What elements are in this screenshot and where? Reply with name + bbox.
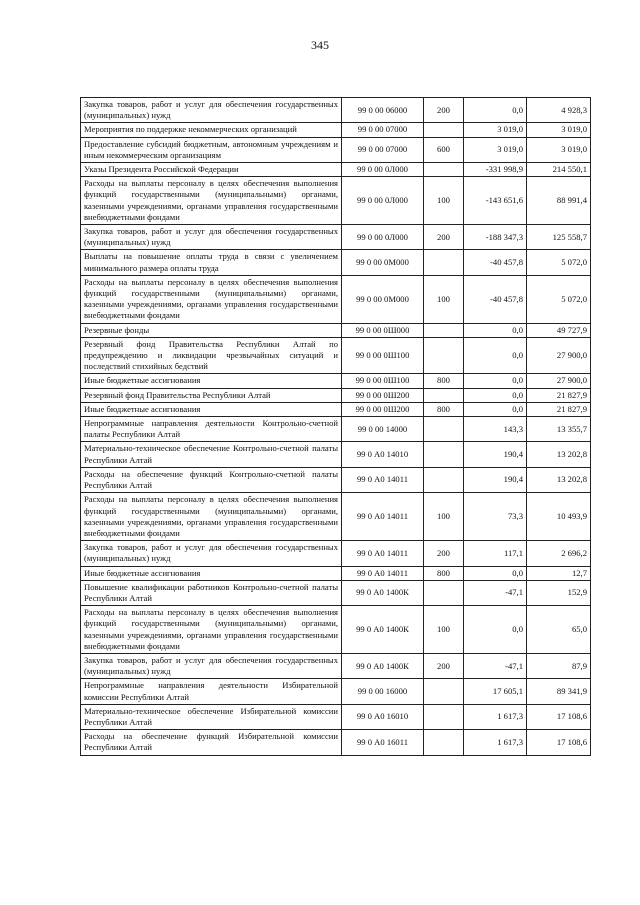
row-name-cell: Резервные фонды [81, 323, 342, 337]
row-name-cell: Резервный фонд Правительства Республики Алтай [81, 388, 342, 402]
row-total-amount-cell: 10 493,9 [527, 493, 591, 541]
table-row [81, 402, 591, 416]
row-name-cell: Расходы на выплаты персоналу в целях обеспечения выполнения функций государственными (муниципальными) органами, казенными учреждениями, органами управления государственными внебюджетными фондами [81, 275, 342, 323]
row-change-amount-cell: 0,0 [464, 98, 527, 123]
row-expense-type-cell: 100 [424, 493, 464, 541]
table-row [81, 225, 591, 250]
row-name-cell: Выплаты на повышение оплаты труда в связи с увеличением минимального размера оплаты труда [81, 250, 342, 275]
row-total-amount-cell: 13 355,7 [527, 417, 591, 442]
row-code-cell: 99 0 А0 14011 [342, 493, 424, 541]
row-name-cell: Иные бюджетные ассигнования [81, 374, 342, 388]
row-change-amount-cell: 0,0 [464, 323, 527, 337]
row-expense-type-cell [424, 730, 464, 755]
row-code-cell: 99 0 00 16000 [342, 679, 424, 704]
row-total-amount-cell: 17 108,6 [527, 730, 591, 755]
row-total-amount-cell: 88 991,4 [527, 177, 591, 225]
row-name-cell: Материально-техническое обеспечение Избирательной комиссии Республики Алтай [81, 704, 342, 729]
row-code-cell: 99 0 А0 14011 [342, 541, 424, 566]
row-code-cell: 99 0 00 0Ш000 [342, 323, 424, 337]
row-change-amount-cell: 0,0 [464, 566, 527, 580]
table-row [81, 467, 591, 492]
row-change-amount-cell: 3 019,0 [464, 137, 527, 162]
row-code-cell: 99 0 А0 1400К [342, 606, 424, 654]
row-code-cell: 99 0 А0 1400К [342, 580, 424, 605]
row-code-cell: 99 0 00 14000 [342, 417, 424, 442]
row-change-amount-cell: 143,3 [464, 417, 527, 442]
row-expense-type-cell [424, 679, 464, 704]
row-total-amount-cell: 5 072,0 [527, 275, 591, 323]
table-row [81, 704, 591, 729]
table-row [81, 374, 591, 388]
row-expense-type-cell [424, 442, 464, 467]
row-name-cell: Резервный фонд Правительства Республики Алтай по предупреждению и ликвидации чрезвычайных ситуаций и последствий стихийных бедствий [81, 337, 342, 374]
row-expense-type-cell [424, 388, 464, 402]
row-name-cell: Мероприятия по поддержке некоммерческих организаций [81, 123, 342, 137]
row-total-amount-cell: 4 928,3 [527, 98, 591, 123]
row-change-amount-cell: -40 457,8 [464, 275, 527, 323]
row-code-cell: 99 0 00 0Л000 [342, 177, 424, 225]
row-expense-type-cell [424, 250, 464, 275]
row-name-cell: Закупка товаров, работ и услуг для обеспечения государственных (муниципальных) нужд [81, 541, 342, 566]
row-code-cell: 99 0 А0 14011 [342, 467, 424, 492]
row-expense-type-cell: 200 [424, 98, 464, 123]
row-expense-type-cell: 800 [424, 566, 464, 580]
budget-table-body [81, 98, 591, 756]
table-row [81, 388, 591, 402]
row-total-amount-cell: 152,9 [527, 580, 591, 605]
row-code-cell: 99 0 00 0Ш100 [342, 337, 424, 374]
row-total-amount-cell: 27 900,0 [527, 374, 591, 388]
table-row [81, 417, 591, 442]
table-row [81, 337, 591, 374]
row-code-cell: 99 0 00 06000 [342, 98, 424, 123]
row-name-cell: Расходы на выплаты персоналу в целях обеспечения выполнения функций государственными (муниципальными) органами, казенными учреждениями, органами управления государственными внебюджетными фондами [81, 606, 342, 654]
row-change-amount-cell: -47,1 [464, 580, 527, 605]
row-expense-type-cell [424, 417, 464, 442]
row-code-cell: 99 0 00 07000 [342, 123, 424, 137]
row-name-cell: Расходы на обеспечение функций Избирательной комиссии Республики Алтай [81, 730, 342, 755]
table-row [81, 730, 591, 755]
row-total-amount-cell: 125 558,7 [527, 225, 591, 250]
table-row [81, 250, 591, 275]
table-row [81, 123, 591, 137]
table-row [81, 163, 591, 177]
row-total-amount-cell: 89 341,9 [527, 679, 591, 704]
table-row [81, 98, 591, 123]
row-code-cell: 99 0 00 0М000 [342, 275, 424, 323]
row-expense-type-cell [424, 123, 464, 137]
row-total-amount-cell: 21 827,9 [527, 402, 591, 416]
row-name-cell: Непрограммные направления деятельности Избирательной комиссии Республики Алтай [81, 679, 342, 704]
row-change-amount-cell: 73,3 [464, 493, 527, 541]
table-row [81, 137, 591, 162]
table-row [81, 653, 591, 678]
row-name-cell: Материально-техническое обеспечение Контрольно-счетной палаты Республики Алтай [81, 442, 342, 467]
table-row [81, 606, 591, 654]
table-row [81, 566, 591, 580]
row-change-amount-cell: -331 998,9 [464, 163, 527, 177]
row-change-amount-cell: 0,0 [464, 606, 527, 654]
row-name-cell: Закупка товаров, работ и услуг для обеспечения государственных (муниципальных) нужд [81, 653, 342, 678]
row-code-cell: 99 0 00 0Л000 [342, 225, 424, 250]
row-expense-type-cell: 200 [424, 653, 464, 678]
row-total-amount-cell: 21 827,9 [527, 388, 591, 402]
table-row [81, 580, 591, 605]
row-total-amount-cell: 3 019,0 [527, 137, 591, 162]
row-code-cell: 99 0 00 0Ш200 [342, 402, 424, 416]
row-code-cell: 99 0 00 07000 [342, 137, 424, 162]
table-row [81, 493, 591, 541]
row-change-amount-cell: 3 019,0 [464, 123, 527, 137]
row-total-amount-cell: 2 696,2 [527, 541, 591, 566]
row-total-amount-cell: 214 550,1 [527, 163, 591, 177]
row-expense-type-cell [424, 337, 464, 374]
row-expense-type-cell: 100 [424, 177, 464, 225]
row-change-amount-cell: 190,4 [464, 467, 527, 492]
row-name-cell: Указы Президента Российской Федерации [81, 163, 342, 177]
row-name-cell: Закупка товаров, работ и услуг для обеспечения государственных (муниципальных) нужд [81, 98, 342, 123]
row-expense-type-cell [424, 163, 464, 177]
row-code-cell: 99 0 А0 16010 [342, 704, 424, 729]
row-expense-type-cell: 100 [424, 606, 464, 654]
budget-table [80, 97, 591, 756]
row-code-cell: 99 0 00 0Ш100 [342, 374, 424, 388]
row-expense-type-cell: 800 [424, 374, 464, 388]
row-total-amount-cell: 27 900,0 [527, 337, 591, 374]
row-code-cell: 99 0 00 0Л000 [342, 163, 424, 177]
row-expense-type-cell: 200 [424, 225, 464, 250]
row-name-cell: Предоставление субсидий бюджетным, автономным учреждениям и иным некоммерческим организациям [81, 137, 342, 162]
row-expense-type-cell: 200 [424, 541, 464, 566]
row-change-amount-cell: 0,0 [464, 337, 527, 374]
row-expense-type-cell [424, 467, 464, 492]
table-row [81, 442, 591, 467]
row-total-amount-cell: 13 202,8 [527, 442, 591, 467]
row-expense-type-cell: 100 [424, 275, 464, 323]
row-total-amount-cell: 12,7 [527, 566, 591, 580]
row-total-amount-cell: 3 019,0 [527, 123, 591, 137]
row-name-cell: Расходы на обеспечение функций Контрольно-счетной палаты Республики Алтай [81, 467, 342, 492]
row-change-amount-cell: 1 617,3 [464, 730, 527, 755]
row-total-amount-cell: 17 108,6 [527, 704, 591, 729]
row-code-cell: 99 0 А0 14011 [342, 566, 424, 580]
row-change-amount-cell: -47,1 [464, 653, 527, 678]
row-expense-type-cell: 800 [424, 402, 464, 416]
row-change-amount-cell: 1 617,3 [464, 704, 527, 729]
row-change-amount-cell: -188 347,3 [464, 225, 527, 250]
row-name-cell: Расходы на выплаты персоналу в целях обеспечения выполнения функций государственными (муниципальными) органами, казенными учреждениями, органами управления государственными внебюджетными фондами [81, 177, 342, 225]
row-change-amount-cell: 190,4 [464, 442, 527, 467]
row-total-amount-cell: 49 727,9 [527, 323, 591, 337]
table-row [81, 679, 591, 704]
row-total-amount-cell: 5 072,0 [527, 250, 591, 275]
row-name-cell: Непрограммные направления деятельности Контрольно-счетной палаты Республики Алтай [81, 417, 342, 442]
row-total-amount-cell: 87,9 [527, 653, 591, 678]
row-code-cell: 99 0 00 0Ш200 [342, 388, 424, 402]
row-code-cell: 99 0 00 0М000 [342, 250, 424, 275]
row-change-amount-cell: 0,0 [464, 388, 527, 402]
row-total-amount-cell: 65,0 [527, 606, 591, 654]
row-code-cell: 99 0 А0 1400К [342, 653, 424, 678]
row-change-amount-cell: -143 651,6 [464, 177, 527, 225]
row-change-amount-cell: 117,1 [464, 541, 527, 566]
row-expense-type-cell: 600 [424, 137, 464, 162]
table-row [81, 177, 591, 225]
row-change-amount-cell: 0,0 [464, 374, 527, 388]
row-name-cell: Иные бюджетные ассигнования [81, 566, 342, 580]
row-change-amount-cell: -40 457,8 [464, 250, 527, 275]
row-change-amount-cell: 0,0 [464, 402, 527, 416]
table-row [81, 323, 591, 337]
row-expense-type-cell [424, 704, 464, 729]
table-row [81, 275, 591, 323]
row-name-cell: Иные бюджетные ассигнования [81, 402, 342, 416]
row-expense-type-cell [424, 580, 464, 605]
row-name-cell: Расходы на выплаты персоналу в целях обеспечения выполнения функций государственными (муниципальными) органами, казенными учреждениями, органами управления государственными внебюджетными фондами [81, 493, 342, 541]
row-total-amount-cell: 13 202,8 [527, 467, 591, 492]
row-expense-type-cell [424, 323, 464, 337]
row-code-cell: 99 0 А0 14010 [342, 442, 424, 467]
row-change-amount-cell: 17 605,1 [464, 679, 527, 704]
row-name-cell: Повышение квалификации работников Контрольно-счетной палаты Республики Алтай [81, 580, 342, 605]
row-name-cell: Закупка товаров, работ и услуг для обеспечения государственных (муниципальных) нужд [81, 225, 342, 250]
page-number: 345 [311, 38, 329, 52]
table-row [81, 541, 591, 566]
row-code-cell: 99 0 А0 16011 [342, 730, 424, 755]
